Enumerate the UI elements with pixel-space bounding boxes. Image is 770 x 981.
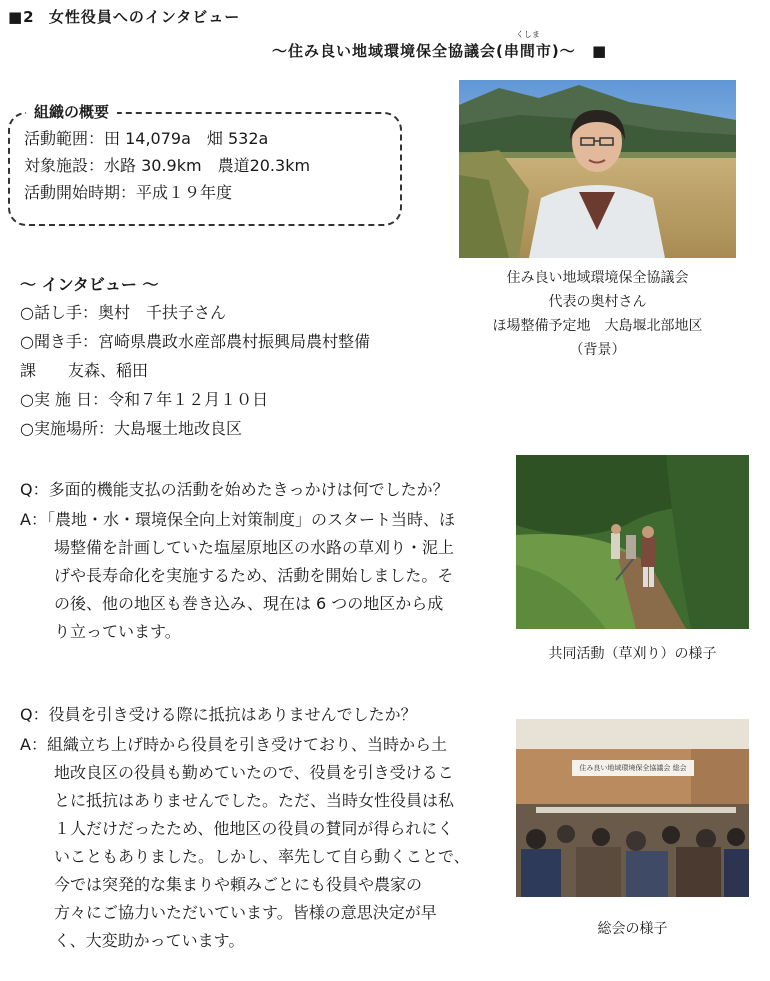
mowing-caption: 共同活動（草刈り）の様子 xyxy=(548,646,717,662)
org-overview-title: 組織の概要 xyxy=(26,101,117,122)
city-text: 串間市 xyxy=(503,42,552,60)
portrait-caption-line: ほ場整備予定地 大島堰北部地区 xyxy=(492,318,703,334)
portrait-caption xyxy=(459,266,736,362)
interview-speaker: ○話し手：奥村 千扶子さん xyxy=(20,303,226,322)
city-name xyxy=(503,30,552,61)
question-1: Q：多面的機能支払の活動を始めたきっかけは何でしたか？ xyxy=(20,480,449,499)
answer-line: とに抵抗はありませんでした。ただ、当時女性役員は私 xyxy=(54,791,455,810)
answer-2-first: A：組織立ち上げ時から役員を引き受けており、当時から土 xyxy=(20,735,447,754)
section-number: ■2 xyxy=(8,8,35,26)
meeting-caption: 総会の様子 xyxy=(597,921,668,937)
subtitle-pre: ～住み良い地域環境保全協議会( xyxy=(272,42,504,60)
section-subtitle xyxy=(272,30,608,61)
meeting-banner: 住み良い地域環境保全協議会 総会 xyxy=(572,760,694,776)
section-title: 女性役員へのインタビュー xyxy=(48,8,241,26)
qa-block-1 xyxy=(20,476,510,646)
answer-line: の後、他の地区も巻き込み、現在は 6 つの地区から成 xyxy=(54,594,444,613)
portrait-caption-line: 代表の奥村さん xyxy=(548,294,647,310)
city-ruby: くしま xyxy=(515,30,540,39)
answer-line: 地改良区の役員も勤めていたので、役員を引き受けるこ xyxy=(54,763,454,782)
answer-line: １人だけだったため、他地区の役員の賛同が得られにく xyxy=(54,819,454,838)
meeting-photo-image xyxy=(516,719,749,897)
interview-listener: ○聞き手：宮崎県農政水産部農村振興局農村整備 xyxy=(20,332,370,351)
portrait-photo-image xyxy=(459,80,736,258)
question-2: Q：役員を引き受ける際に抵抗はありませんでしたか？ xyxy=(20,705,417,724)
answer-line: 場整備を計画していた塩屋原地区の水路の草刈り・泥上 xyxy=(54,538,455,557)
qa-block-2 xyxy=(20,701,510,955)
mowing-photo xyxy=(516,455,749,629)
org-start: 活動開始時期：平成１９年度 xyxy=(24,183,233,202)
answer-2-rest xyxy=(20,759,510,955)
answer-line: く、大変助かっています。 xyxy=(54,931,245,950)
answer-1-first: A：「農地・水・環境保全向上対策制度」のスタート当時、ほ xyxy=(20,510,455,529)
answer-line: げや長寿命化を実施するため、活動を開始しました。そ xyxy=(54,566,454,585)
answer-line: いこともありました。しかし、率先して自ら動くことで、 xyxy=(54,847,470,866)
interview-listener-cont: 課 友森、稲田 xyxy=(20,361,149,380)
interview-info xyxy=(20,298,370,443)
interview-place: ○実施場所：大島堰土地改良区 xyxy=(20,419,242,438)
portrait-caption-line: 住み良い地域環境保全協議会 xyxy=(506,270,689,286)
mowing-photo-image xyxy=(516,455,749,629)
answer-line: 今では突発的な集まりや頼みごとにも役員や農家の xyxy=(54,875,423,894)
interview-date: ○実 施 日：令和７年１２月１０日 xyxy=(20,390,269,409)
org-facilities: 対象施設：水路 30.9km 農道20.3km xyxy=(24,156,311,175)
answer-line: り立っています。 xyxy=(54,622,181,641)
subtitle-post: )～ xyxy=(551,42,576,60)
section-heading xyxy=(8,6,240,27)
portrait-caption-line: （背景） xyxy=(569,342,626,358)
meeting-photo xyxy=(516,719,749,897)
end-mark: ■ xyxy=(591,42,608,60)
answer-line: 方々にご協力いただいています。皆様の意思決定が早 xyxy=(54,903,437,922)
portrait-photo xyxy=(459,80,736,258)
interview-heading: ～ インタビュー ～ xyxy=(20,275,159,294)
org-area: 活動範囲：田 14,079a 畑 532a xyxy=(24,129,269,148)
org-overview-lines xyxy=(24,125,310,206)
answer-1-rest xyxy=(20,534,510,646)
